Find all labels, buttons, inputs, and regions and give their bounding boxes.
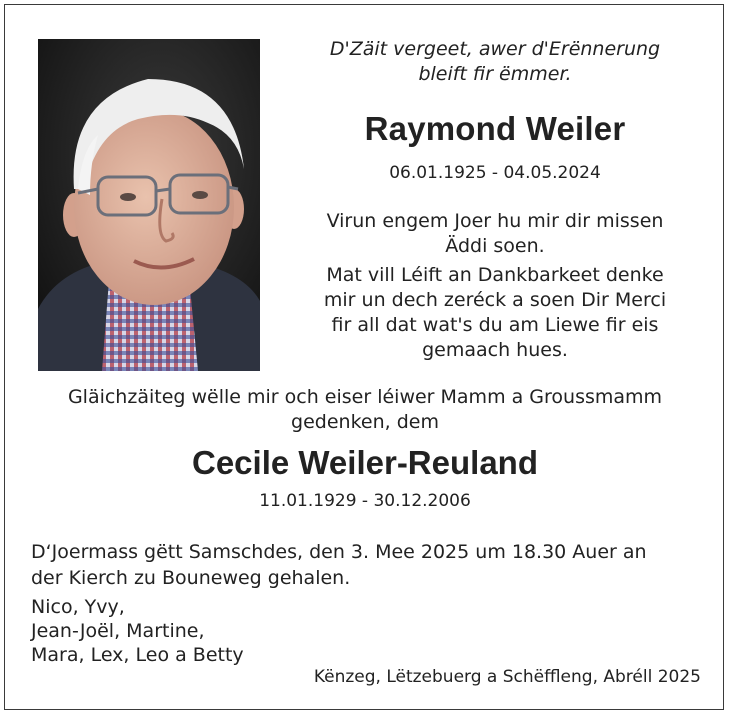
also-remember-text: [15, 385, 715, 435]
deceased-dates: 06.01.1925 - 04.05.2024: [389, 163, 601, 183]
message-paragraph-2: [285, 263, 705, 363]
memorial-mass-text: [31, 539, 711, 591]
quote-line-2: bleift fir ëmmer.: [418, 63, 572, 85]
second-dates: 11.01.1929 - 30.12.2006: [259, 491, 471, 511]
mass-line-2: der Kierch zu Bouneweg gehalen.: [31, 567, 351, 589]
mass-line-1: D‘Joermass gëtt Samschdes, den 3. Mee 2025 um 18.30 Auer an: [31, 541, 647, 563]
family-line: Nico, Yvy,: [31, 596, 125, 618]
place-and-date: Kënzeg, Lëtzebuerg a Schëffleng, Abréll 2025: [313, 667, 701, 687]
also-remember-line-2: gedenken, dem: [291, 411, 439, 433]
also-remember-line-1: Gläichzäiteg wëlle mir och eiser léiwer Mamm a Groussmamm: [67, 386, 663, 408]
quote-line-1: D'Zäit vergeet, awer d'Erënnerung: [329, 38, 661, 60]
portrait-photo: [38, 39, 260, 371]
message-line: gemaach hues.: [422, 339, 568, 361]
message-line: Virun engem Joer hu mir dir missen: [326, 210, 664, 232]
family-line: Mara, Lex, Leo a Betty: [31, 644, 244, 666]
family-line: Jean-Joël, Martine,: [31, 620, 205, 642]
message-line: fir all dat wat's du am Liewe fir eis: [331, 314, 659, 336]
obituary-card: [4, 4, 724, 710]
message-paragraph-1: [285, 209, 705, 259]
family-signature: [31, 595, 431, 667]
deceased-name: Raymond Weiler: [364, 110, 626, 147]
message-line: mir un dech zeréck a soen Dir Merci: [323, 289, 667, 311]
second-name: Cecile Weiler-Reuland: [191, 444, 538, 481]
message-line: Äddi soen.: [445, 235, 545, 257]
memorial-quote: [285, 37, 705, 87]
message-line: Mat vill Léift an Dankbarkeet denke: [326, 264, 664, 286]
portrait-illustration: [38, 39, 260, 371]
